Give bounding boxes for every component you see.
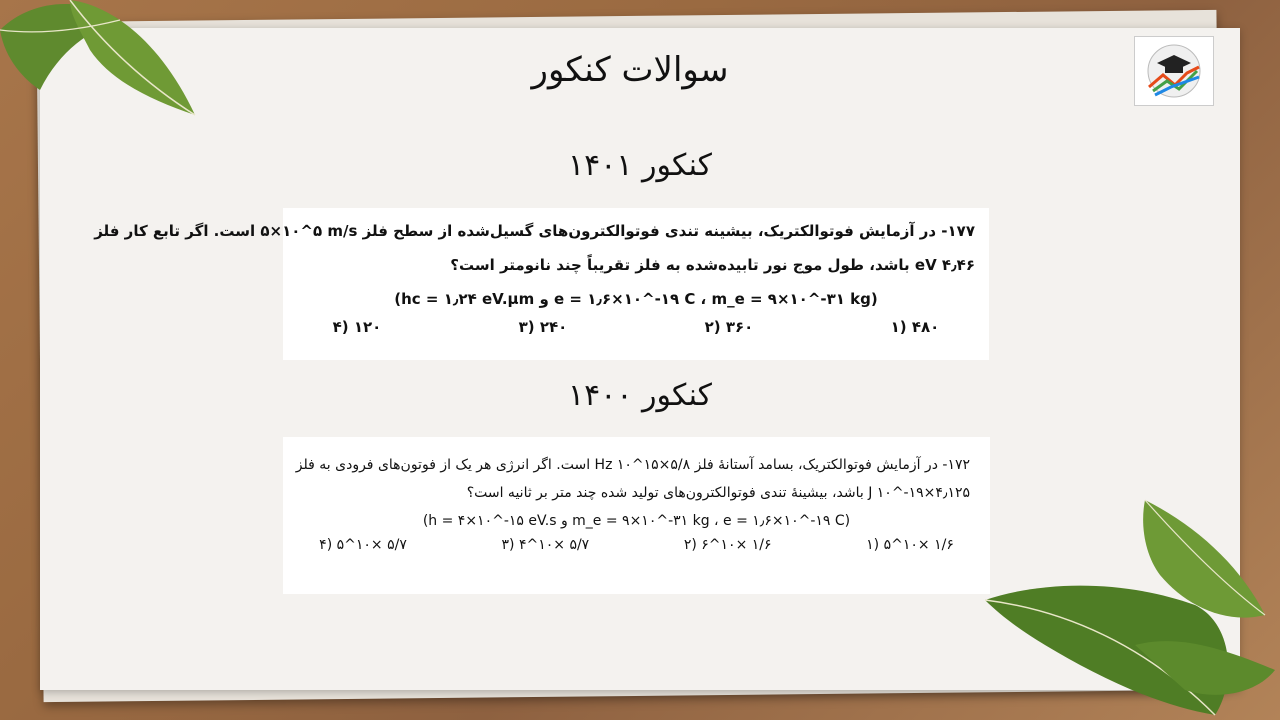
decorative-leaf-icon [985,495,1280,720]
logo [1134,36,1214,106]
slide-title: سوالات کنکور [531,50,729,90]
graduation-cap-logo-icon [1135,37,1213,105]
question-box [283,437,990,594]
section-heading: کنکور ۱۴۰۱ [568,148,712,183]
option-1: ۱/۶ ×۱۰^۵ (۱ [866,537,954,553]
option-2: ۳۶۰ (۲ [704,318,754,336]
decorative-leaf-icon [0,0,210,130]
constants-line: (h = ۴×۱۰^-۱۵ eV.s و m_e = ۹×۱۰^-۳۱ kg ، e = ۱٫۶×۱۰^-۱۹ C) [422,513,851,529]
option-1: ۴۸۰ (۱ [890,318,940,336]
constants-line: (hc = ۱٫۲۴ eV.μm و e = ۱٫۶×۱۰^-۱۹ C ، m_e = ۹×۱۰^-۳۱ kg) [394,290,878,308]
option-4: ۱۲۰ (۴ [332,318,382,336]
option-3: ۵/۷ ×۱۰^۴ (۳ [501,537,590,553]
answer-options [303,537,970,553]
question-line [94,214,975,248]
answer-options [297,318,975,336]
question-text-end: است. اگر تابع کار فلز [94,222,256,240]
option-2: ۱/۶ ×۱۰^۶ (۲ [683,537,772,553]
speed-value: ۵×۱۰^۵ m/s [260,222,358,240]
question-line-2: ۴٫۴۶ eV باشد، طول موج نور تابیده‌شده به فلز تقریباً چند نانومتر است؟ [450,256,975,274]
section-heading: کنکور ۱۴۰۰ [568,378,712,413]
option-4: ۵/۷ ×۱۰^۵ (۴ [319,537,407,553]
question-text: ۱۷۷- در آزمایش فوتوالکتریک، بیشینه تندی فوتوالکترون‌های گسیل‌شده از سطح فلز [362,222,975,240]
question-box [94,208,989,360]
option-3: ۲۴۰ (۳ [518,318,568,336]
question-line: ۱۷۲- در آزمایش فوتوالکتریک، بسامد آستانهٔ فلز Hz ۱۰^۱۵×۵/۸ است. اگر انرژی هر یک از فوتون‌های فرودی به فلز [295,457,970,473]
question-line-2: J ۱۰^-۱۹×۴٫۱۲۵ باشد، بیشینهٔ تندی فوتوالکترون‌های تولید شده چند متر بر ثانیه است؟ [466,485,970,501]
